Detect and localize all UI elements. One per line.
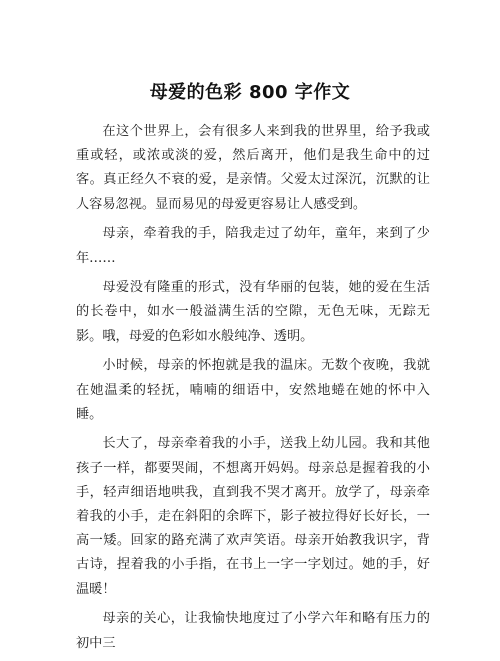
- document-body: [76, 120, 430, 661]
- paragraph-2: 母亲，牵着我的手，陪我走过了幼年，童年，来到了少年……: [76, 226, 430, 266]
- paragraph-3: 母爱没有隆重的形式，没有华丽的包装，她的爱在生活的长卷中，如水一般溢满生活的空隙，无色无味，无踪无影。哦，母爱的色彩如水般纯净、透明。: [76, 280, 430, 344]
- paragraph-6: 母亲的关心，让我愉快地度过了小学六年和略有压力的初中三: [76, 611, 430, 651]
- paragraph-1: 在这个世界上，会有很多人来到我的世界里，给予我或重或轻，或浓或淡的爱，然后离开，他们是我生命中的过客。真正经久不衰的爱，是亲情。父爱太过深沉，沉默的让人容易忽视。显而易见的母爱更容易让人感受到。: [76, 124, 430, 212]
- paragraph-4: 小时候，母亲的怀抱就是我的温床。无数个夜晚，我就在她温柔的轻抚，喃喃的细语中，安然地蜷在她的怀中入睡。: [76, 358, 430, 422]
- paragraph-5: 长大了，母亲牵着我的小手，送我上幼儿园。我和其他孩子一样，都要哭闹，不想离开妈妈。母亲总是握着我的小手，轻声细语地哄我，直到我不哭才离开。放学了，母亲牵着我的小手，走在斜阳的余晖下，影子被拉得好长好长，一高一矮。回家的路充满了欢声笑语。母亲开始教我识字，背古诗，捏着我的小手指，在书上一字一字划过。她的手，好温暖！: [76, 436, 430, 597]
- document-title: 母爱的色彩 800 字作文: [149, 82, 351, 103]
